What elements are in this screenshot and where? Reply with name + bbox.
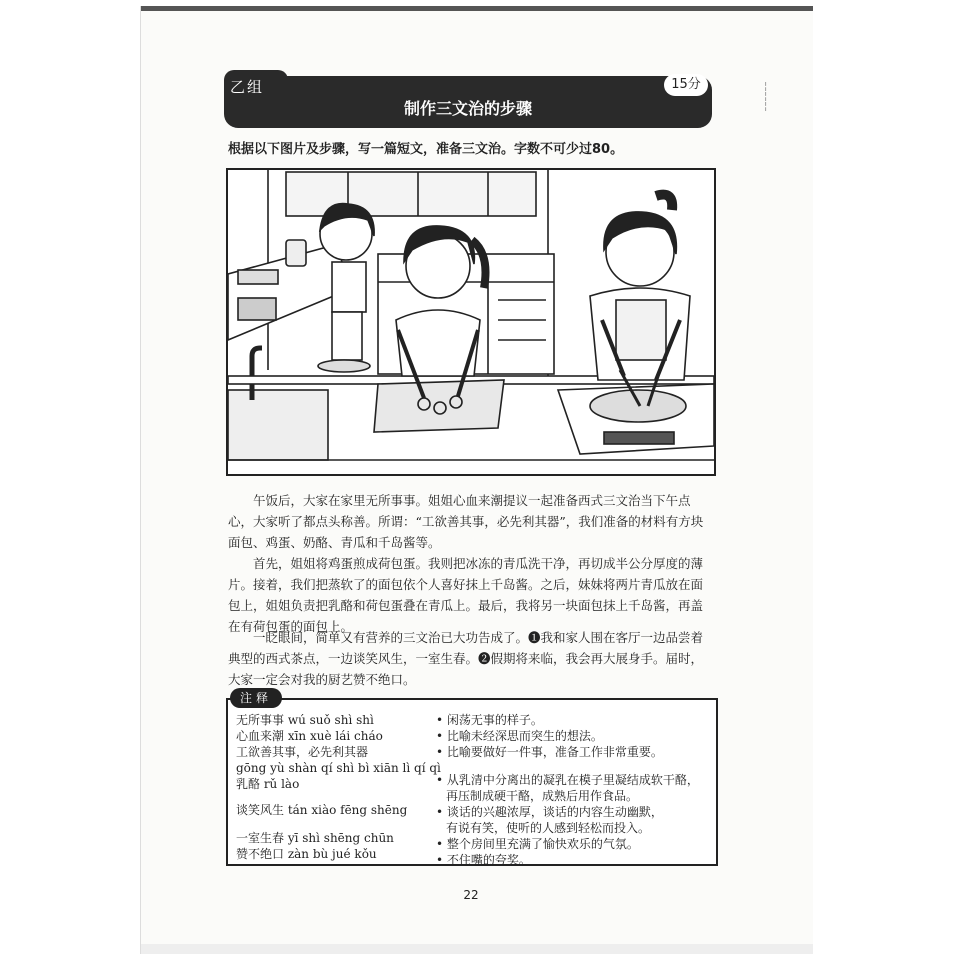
notes-label: 注释 xyxy=(230,688,282,708)
glossary-definition: • 从乳清中分离出的凝乳在模子里凝结成软干酪， xyxy=(436,773,699,787)
glossary-term: 乳酪 rǔ lào xyxy=(236,777,300,791)
kitchen-illustration xyxy=(226,168,716,476)
glossary-definition: 再压制成硬干酪，成熟后用作食品。 xyxy=(446,789,639,803)
margin-marks: ¦ ¦ ¦ xyxy=(764,81,768,112)
kitchen-scene-drawing xyxy=(228,170,714,474)
glossary-definition: • 整个房间里充满了愉快欢乐的气氛。 xyxy=(436,837,639,851)
page-top-edge xyxy=(141,6,813,11)
glossary-definition: • 比喻未经深思而突生的想法。 xyxy=(436,729,603,743)
glossary-term: 心血来潮 xīn xuè lái cháo xyxy=(236,729,383,743)
instructions: 根据以下图片及步骤，写一篇短文，准备三文治。字数不可少过80。 xyxy=(228,142,624,157)
glossary-term: gōng yù shàn qí shì bì xiān lì qí qì xyxy=(236,761,441,775)
glossary-definition: • 谈话的兴趣浓厚，谈话的内容生动幽默， xyxy=(436,805,663,819)
glossary-term: 赞不绝口 zàn bù jué kǒu xyxy=(236,847,377,861)
score-badge: 15分 xyxy=(664,74,708,96)
glossary-definition: • 不住嘴的夸奖。 xyxy=(436,853,531,867)
glossary-definition: 有说有笑，使听的人感到轻松而投入。 xyxy=(446,821,651,835)
glossary-term: 无所事事 wú suǒ shì shì xyxy=(236,713,374,727)
glossary-term: 工欲善其事，必先利其器 xyxy=(236,745,369,759)
section-title: 制作三文治的步骤 xyxy=(403,99,532,118)
glossary-definition: • 闲荡无事的样子。 xyxy=(436,713,543,727)
paragraph-2: 首先，姐姐将鸡蛋煎成荷包蛋。我则把冰冻的青瓜洗干净，再切成半公分厚度的薄片。接着，我们把蒸软了的面包依个人喜好抹上千岛酱。之后，妹妹将两片青瓜放在面包上，姐姐负责把乳酪和荷包蛋叠在青瓜上。最后，我将另一块面包抹上千岛酱，再盖在有荷包蛋的面包上。 xyxy=(228,556,704,634)
group-label: 乙组 xyxy=(230,78,265,96)
glossary-term: 一室生春 yī shì shēng chūn xyxy=(236,831,394,845)
glossary-term: 谈笑风生 tán xiào fēng shēng xyxy=(236,803,408,817)
paragraph-3: 一眨眼间，简单又有营养的三文治已大功告成了。❶我和家人围在客厅一边品尝着典型的西式茶点，一边谈笑风生，一室生春。❷假期将来临，我会再大展身手。届时，大家一定会对我的厨艺赞不绝口。 xyxy=(228,630,704,687)
page-number: 22 xyxy=(463,888,479,902)
glossary-definition: • 比喻要做好一件事，准备工作非常重要。 xyxy=(436,745,663,759)
paragraph-1: 午饭后，大家在家里无所事事。姐姐心血来潮提议一起准备西式三文治当下午点心，大家听了都点头称善。所谓：“工欲善其事，必先利其器”，我们准备的材料有方块面包、鸡蛋、奶酪、青瓜和千岛酱等。 xyxy=(228,493,704,550)
